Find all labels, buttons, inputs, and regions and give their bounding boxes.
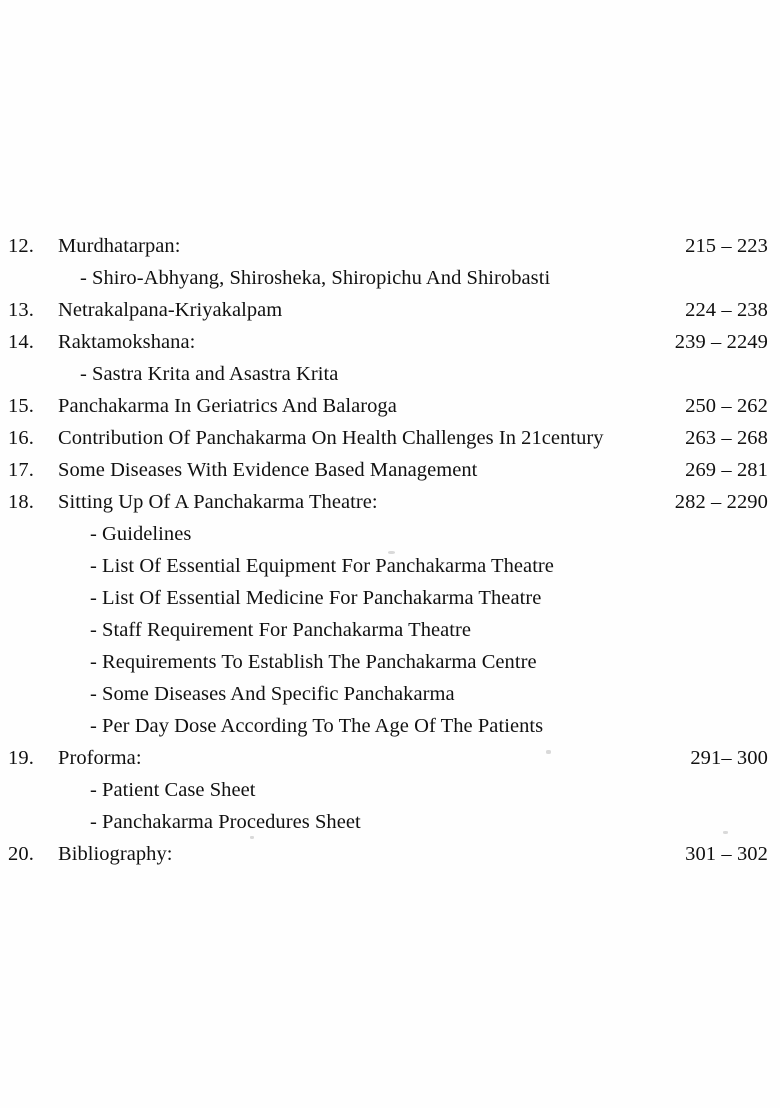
toc-entry-title[interactable]: Panchakarma In Geriatrics And Balaroga: [58, 395, 397, 417]
toc-entry-title[interactable]: Some Diseases With Evidence Based Management: [58, 459, 478, 481]
toc-subentry[interactable]: [0, 550, 780, 582]
toc-entry[interactable]: [0, 838, 780, 870]
toc-subentry-label: - List Of Essential Medicine For Panchakarma Theatre: [90, 587, 542, 609]
toc-entry-title[interactable]: Bibliography:: [58, 843, 173, 865]
toc-entry-title[interactable]: Murdhatarpan:: [58, 235, 181, 257]
toc-entry-title[interactable]: Sitting Up Of A Panchakarma Theatre:: [58, 491, 378, 513]
table-of-contents-list: [0, 230, 780, 870]
toc-subentry-label: - Patient Case Sheet: [90, 779, 256, 801]
toc-entry[interactable]: [0, 422, 780, 454]
toc-entry[interactable]: [0, 294, 780, 326]
toc-entry-page-range: 250 – 262: [685, 395, 768, 417]
toc-entry-number: 12.: [8, 235, 34, 257]
toc-entry-number: 14.: [8, 331, 34, 353]
toc-entry[interactable]: [0, 742, 780, 774]
toc-entry-number: 19.: [8, 747, 34, 769]
toc-entry-title[interactable]: Raktamokshana:: [58, 331, 196, 353]
toc-entry-number: 20.: [8, 843, 34, 865]
toc-entry[interactable]: [0, 326, 780, 358]
toc-subentry-label: - Guidelines: [90, 523, 192, 545]
toc-subentry-label: - Shiro-Abhyang, Shirosheka, Shiropichu And Shirobasti: [80, 267, 551, 289]
toc-entry-number: 15.: [8, 395, 34, 417]
toc-entry-page-range: 224 – 238: [685, 299, 768, 321]
toc-subentry-label: - Staff Requirement For Panchakarma Theatre: [90, 619, 472, 641]
toc-entry-page-range: 282 – 2290: [674, 491, 768, 513]
toc-entry[interactable]: [0, 486, 780, 518]
toc-subentry[interactable]: [0, 710, 780, 742]
toc-subentry[interactable]: [0, 518, 780, 550]
toc-entry-number: 13.: [8, 299, 34, 321]
toc-subentry-label: - Per Day Dose According To The Age Of The Patients: [90, 715, 544, 737]
toc-subentry-label: - Requirements To Establish The Panchakarma Centre: [90, 651, 537, 673]
toc-subentry[interactable]: [0, 614, 780, 646]
toc-subentry-label: - Sastra Krita and Asastra Krita: [80, 363, 339, 385]
toc-entry-title[interactable]: Proforma:: [58, 747, 142, 769]
toc-entry[interactable]: [0, 454, 780, 486]
toc-entry-page-range: 269 – 281: [685, 459, 768, 481]
toc-subentry-label: - List Of Essential Equipment For Panchakarma Theatre: [90, 555, 554, 577]
toc-entry-title[interactable]: Contribution Of Panchakarma On Health Challenges In 21century: [58, 427, 604, 449]
toc-entry-number: 17.: [8, 459, 34, 481]
toc-subentry-label: - Panchakarma Procedures Sheet: [90, 811, 361, 833]
toc-subentry[interactable]: [0, 646, 780, 678]
toc-subentry-label: - Some Diseases And Specific Panchakarma: [90, 683, 455, 705]
toc-subentry[interactable]: [0, 358, 780, 390]
toc-entry-number: 16.: [8, 427, 34, 449]
toc-entry-page-range: 215 – 223: [685, 235, 768, 257]
toc-entry-page-range: 263 – 268: [685, 427, 768, 449]
toc-entry-title[interactable]: Netrakalpana-Kriyakalpam: [58, 299, 283, 321]
toc-subentry[interactable]: [0, 262, 780, 294]
toc-entry[interactable]: [0, 390, 780, 422]
toc-entry-page-range: 291– 300: [690, 747, 768, 769]
toc-entry-page-range: 301 – 302: [685, 843, 768, 865]
toc-subentry[interactable]: [0, 678, 780, 710]
toc-entry-page-range: 239 – 2249: [674, 331, 768, 353]
toc-entry[interactable]: [0, 230, 780, 262]
toc-subentry[interactable]: [0, 806, 780, 838]
toc-subentry[interactable]: [0, 774, 780, 806]
toc-subentry[interactable]: [0, 582, 780, 614]
toc-entry-number: 18.: [8, 491, 34, 513]
